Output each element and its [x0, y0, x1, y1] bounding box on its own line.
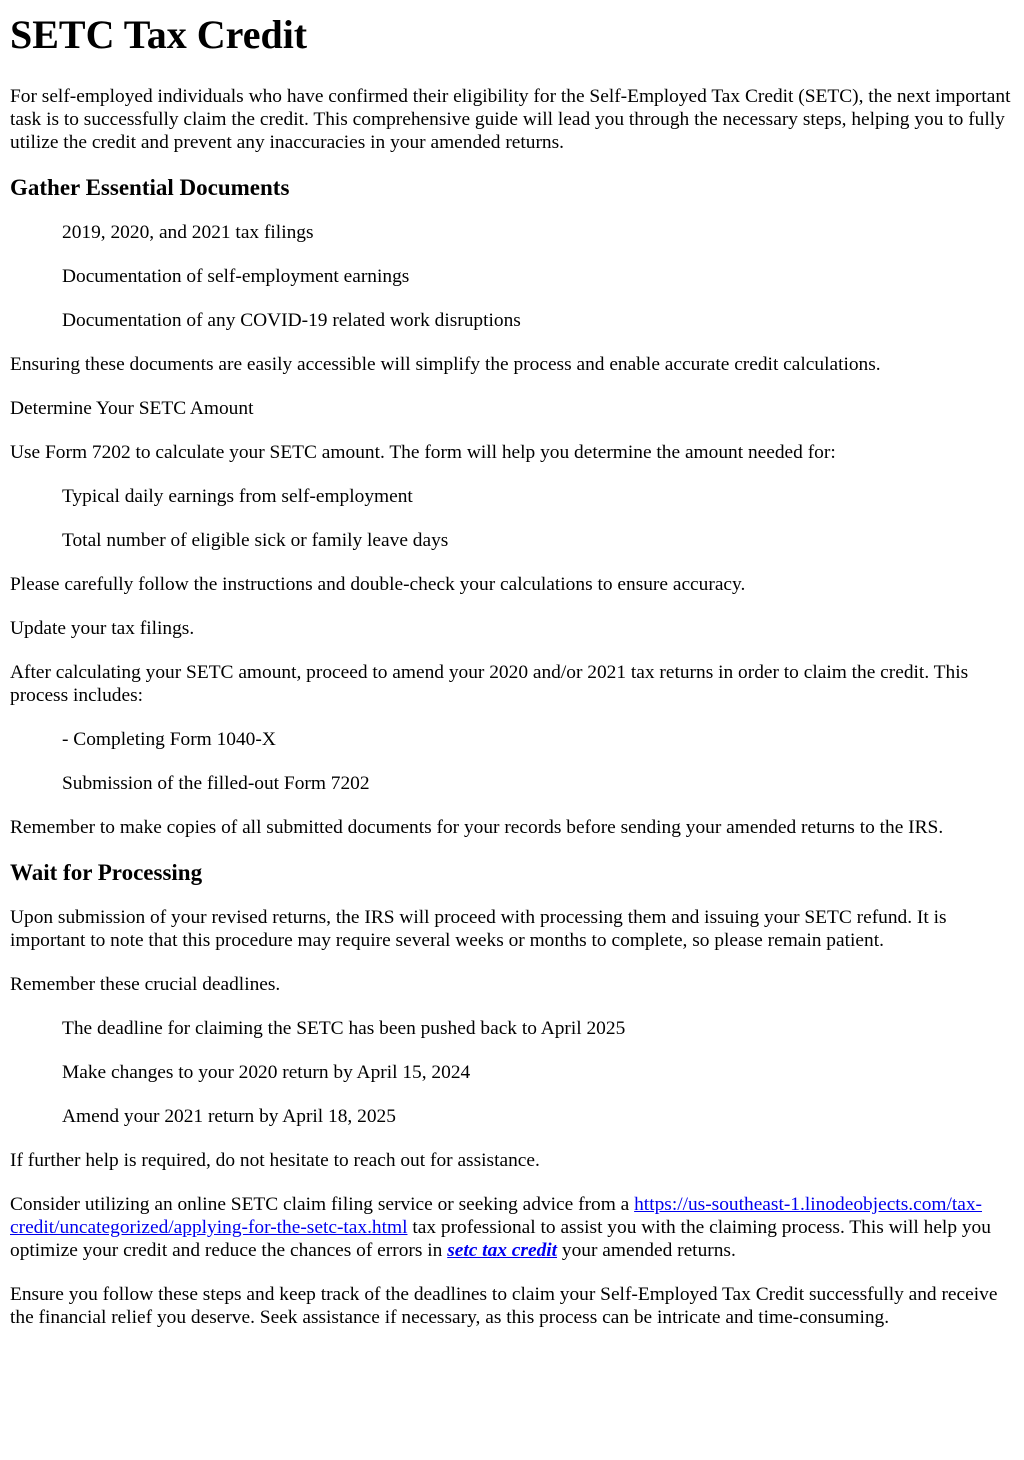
consider-text-after: your amended returns. — [557, 1240, 736, 1261]
gather-item: 2019, 2020, and 2021 tax filings — [62, 222, 314, 243]
update-heading: Update your tax filings. — [10, 618, 195, 639]
deadline-item: The deadline for claiming the SETC has been pushed back to April 2025 — [62, 1018, 626, 1039]
update-item: - Completing Form 1040-X — [62, 729, 276, 750]
intro-paragraph: For self-employed individuals who have confirmed their eligibility for the Self-Employed Tax Credit (SETC), the next important task is to successfully claim the credit. This comprehensive guide will lead you through the necessary steps, helping you to fully utilize the credit and prevent any inaccuracies in your amended returns. — [10, 86, 1011, 153]
setc-tax-credit-link[interactable]: setc tax credit — [447, 1240, 558, 1261]
deadline-item: Amend your 2021 return by April 18, 2025 — [62, 1106, 396, 1127]
determine-text: Use Form 7202 to calculate your SETC amount. The form will help you determine the amount needed for: — [10, 442, 836, 463]
update-item: Submission of the filled-out Form 7202 — [62, 773, 370, 794]
deadlines-heading: Remember these crucial deadlines. — [10, 974, 281, 995]
update-note: Remember to make copies of all submitted documents for your records before sending your amended returns to the IRS. — [10, 817, 944, 838]
wait-text: Upon submission of your revised returns, the IRS will proceed with processing them and issuing your SETC refund. It is important to note that this procedure may require several weeks or months to complete, so please remain patient. — [10, 907, 947, 951]
wait-heading: Wait for Processing — [10, 860, 203, 885]
help-text: If further help is required, do not hesitate to reach out for assistance. — [10, 1150, 540, 1171]
consider-paragraph — [10, 1193, 1014, 1262]
consider-text-middle: tax professional to assist you with the claiming process. This will help you optimize your credit and reduce the chances of errors in — [10, 1217, 991, 1261]
determine-item: Typical daily earnings from self-employment — [62, 486, 413, 507]
gather-note: Ensuring these documents are easily accessible will simplify the process and enable accurate credit calculations. — [10, 354, 881, 375]
determine-item: Total number of eligible sick or family leave days — [62, 530, 449, 551]
gather-item: Documentation of any COVID-19 related work disruptions — [62, 310, 521, 331]
closing-paragraph: Ensure you follow these steps and keep track of the deadlines to claim your Self-Employed Tax Credit successfully and receive the financial relief you deserve. Seek assistance if necessary, as this process can be intricate and time-consuming. — [10, 1284, 998, 1328]
page-title: SETC Tax Credit — [10, 12, 308, 57]
determine-heading: Determine Your SETC Amount — [10, 398, 254, 419]
gather-heading: Gather Essential Documents — [10, 175, 290, 200]
gather-item: Documentation of self-employment earnings — [62, 266, 410, 287]
update-text: After calculating your SETC amount, proceed to amend your 2020 and/or 2021 tax returns in order to claim the credit. This process includes: — [10, 662, 969, 706]
tax-professional-link[interactable]: https://us-southeast-1.linodeobjects.com/tax-credit/uncategorized/applying-for-the-setc-tax.html — [10, 1194, 983, 1238]
deadline-item: Make changes to your 2020 return by April 15, 2024 — [62, 1062, 471, 1083]
consider-text-before: Consider utilizing an online SETC claim filing service or seeking advice from a — [10, 1194, 635, 1215]
article — [0, 12, 1024, 1329]
determine-note: Please carefully follow the instructions and double-check your calculations to ensure accuracy. — [10, 574, 746, 595]
